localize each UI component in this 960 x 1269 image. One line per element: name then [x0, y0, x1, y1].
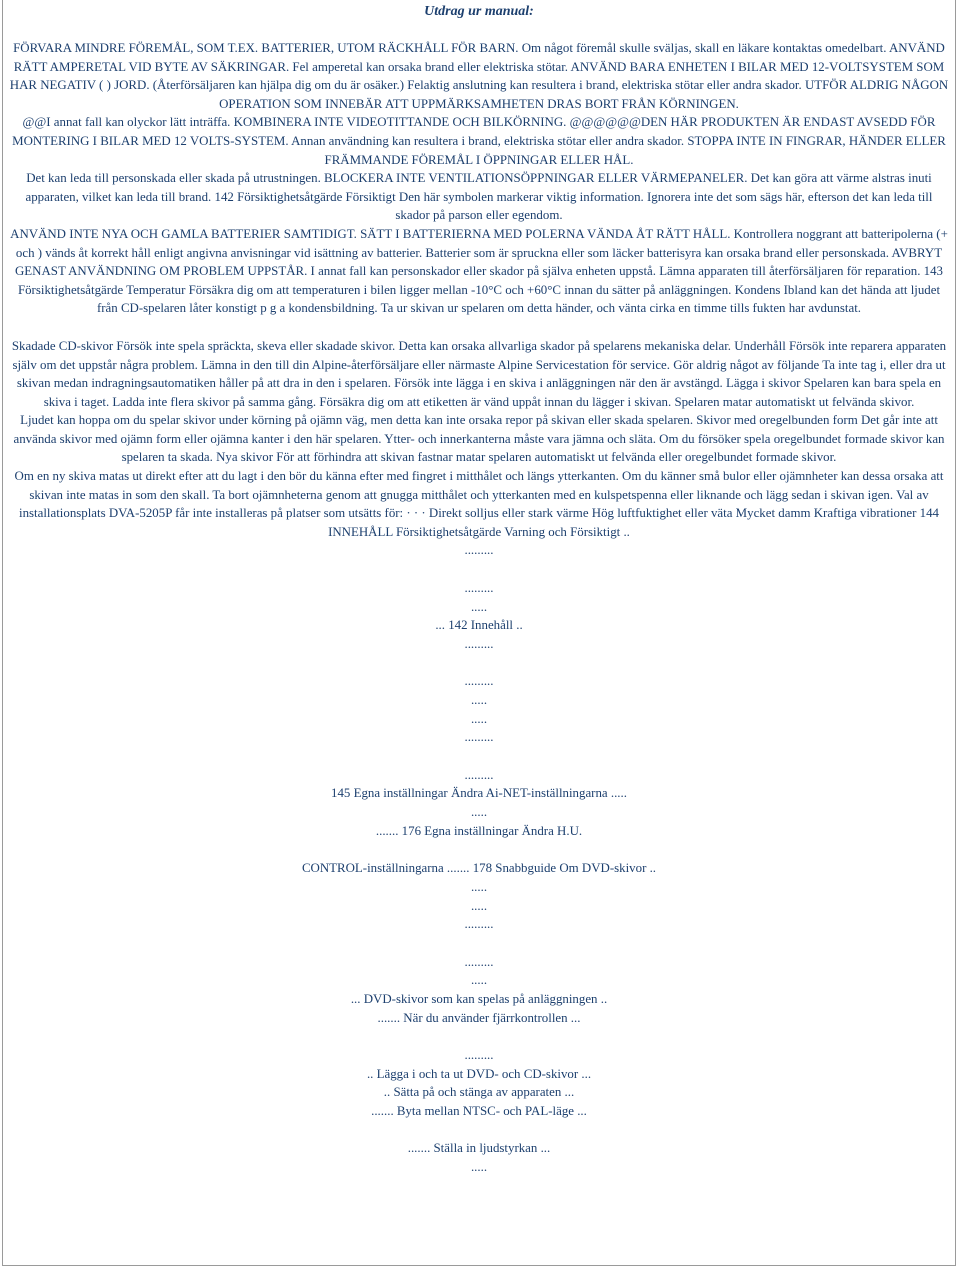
toc-line: ......... [464, 543, 494, 558]
toc-line: CONTROL-inställningarna ....... 178 Snabbguide Om DVD-skivor .. [301, 861, 657, 876]
toc-line: ......... [464, 954, 494, 969]
toc-line: ....... Byta mellan NTSC- och PAL-läge ... [371, 1104, 587, 1119]
toc-line: 145 Egna inställningar Ändra Ai-NET-inställningarna ..... [331, 786, 627, 801]
toc-line: ......... [464, 636, 494, 651]
toc-line: ......... [464, 767, 494, 782]
toc-spacer [7, 560, 951, 579]
toc-line: ......... [464, 1048, 494, 1062]
toc-line: .. Lägga i och ta ut DVD- och CD-skivor ... [366, 1066, 592, 1081]
toc-line: ......... [464, 580, 494, 595]
toc-spacer [7, 1121, 951, 1140]
toc-line: .. Sätta på och stänga av apparaten ... [383, 1085, 575, 1100]
toc-spacer [7, 1027, 951, 1046]
toc-line: ..... [470, 711, 488, 726]
toc-spacer [7, 654, 951, 673]
toc-line: ..... [470, 692, 488, 707]
toc-spacer [7, 934, 951, 953]
table-of-contents [7, 541, 951, 1176]
toc-line: ....... Ställa in ljudstyrkan ... [407, 1141, 551, 1156]
document-title: Utdrag ur manual: [424, 4, 534, 19]
toc-line: ......... [464, 730, 494, 745]
document-page [2, 0, 956, 1266]
toc-line: ... DVD-skivor som kan spelas på anläggningen .. [350, 991, 608, 1006]
toc-line: ... 142 Innehåll .. [435, 618, 523, 633]
toc-line: ..... [470, 805, 488, 820]
paragraph-new-discs-installation: Om en ny skiva matas ut direkt efter att du lagt i den bör du känna efter med fingret i mitthålet och längs ytterkanten. Om du känner små bulor eller ojämnheter kan dessa orsaka att skivan inte matas in som den skall. Ta bort ojämnheterna genom att gnugga mitthålet och ytterkanten med en kulspetspenna eller liknande och lägg sedan i skivan igen. Val av installationsplats DVA-5205P får inte installeras på platser som utsätts för: · · · Direkt solljus eller stark värme Hög luftfuktighet eller väta Mycket damm Kraftiga vibrationer 144 INNEHÅLL Försiktighetsåtgärde Varning och Försiktigt .. [14, 469, 944, 539]
toc-line: ....... När du använder fjärrkontrollen ... [377, 1010, 581, 1025]
toc-line: ......... [464, 917, 494, 932]
paragraph-ventilation: Det kan leda till personskada eller skada på utrustningen. BLOCKERA INTE VENTILATIONSÖPPNINGAR ELLER VÄRMEPANELER. Det kan göra att värme alstras inuti apparaten, vilket kan leda till brand. 142 Försiktighetsåtgärde Försiktigt Den här symbolen markerar viktig information. Ignorera inte det som sägs här, efterson det kan leda till skador på parson eller egendom. [25, 171, 933, 223]
paragraph-video-driving: @@I annat fall kan olyckor lätt inträffa. KOMBINERA INTE VIDEOTITTANDE OCH BILKÖRNING. @@@@@@DEN HÄR PRODUKTEN ÄR ENDAST AVSEDD FÖR MONTERING I BILAR MED 12 VOLTS-SYSTEM. Annan användning kan resultera i brand, elektriska stötar eller andra skador. STOPPA INTE IN FINGRAR, HÄNDER ELLER FRÄMMANDE FÖREMÅL I ÖPPNINGAR ELLER HÅL. [12, 115, 946, 167]
paragraph-spacer [7, 318, 951, 337]
paragraph-damaged-discs: Skadade CD-skivor Försök inte spela spräckta, skeva eller skadade skivor. Detta kan orsaka allvarliga skador på spelarens mekaniska delar. Underhåll Försök inte reparera apparaten själv om det uppstår några problem. Lämna in den till din Alpine-återförsäljare eller närmaste Alpine Servicestation för service. Gör aldrig något av följande Ta inte tag i, eller dra ut skivan medan indragningsautomatiken håller på att dra in den i spelaren. Försök inte lägga i en skiva i anläggningen när den är avstängd. Lägga i skivor Spelaren kan bara spela en skiva i taget. Ladda inte flera skivor på samma gång. Försäkra dig om att etiketten är vänd uppåt innan du lägger i skivan. Spelaren matar automatiskt ut felvända skivor. [11, 338, 947, 409]
toc-spacer [7, 747, 951, 766]
toc-line: ....... 176 Egna inställningar Ändra H.U. [375, 823, 583, 838]
paragraph-safety-warnings: FÖRVARA MINDRE FÖREMÅL, SOM T.EX. BATTERIER, UTOM RÄCKHÅLL FÖR BARN. Om något föremål skulle sväljas, skall en läkare kontaktas omedelbart. ANVÄND RÄTT AMPERETAL VID BYTE AV SÄKRINGAR. Fel amperetal kan orsaka brand eller elektriska stötar. ANVÄND BARA ENHETEN I BILAR MED 12-VOLTSYSTEM SOM HAR NEGATIV ( ) JORD. (Återförsäljaren kan hjälpa dig om du är osäker.) Felaktig anslutning kan resultera i brand, elektriska stötar eller andra skador. UTFÖR ALDRIG NÅGON OPERATION SOM INNEBÄR ATT UPPMÄRKSAMHETEN DRAS BORT FRÅN KÖRNINGEN. [9, 41, 949, 111]
toc-line: ..... [470, 1160, 488, 1175]
manual-body [3, 22, 955, 1177]
paragraph-irregular-discs: Ljudet kan hoppa om du spelar skivor under körning på ojämn väg, men detta kan inte orsaka repor på skivan eller skada spelaren. Skivor med oregelbunden form Det går inte att använda skivor med ojämn form eller ojämna kanter i den här spelaren. Ytter- och innerkanterna måste vara jämna och släta. Om du försöker spela oregelbundet formade skivor kan spelaren ta skada. Nya skivor För att förhindra att skivan fastnar matar spelaren automatiskt ut felvända eller oregelbundet formade skivor. [13, 413, 945, 465]
toc-line: ..... [470, 599, 488, 614]
toc-line: ..... [470, 898, 488, 913]
toc-line: ..... [470, 879, 488, 894]
toc-line: ......... [464, 674, 494, 689]
paragraph-batteries-temperature: ANVÄND INTE NYA OCH GAMLA BATTERIER SAMTIDIGT. SÄTT I BATTERIERNA MED POLERNA VÄNDA ÅT RÄTT HÅLL. Kontrollera noggrant att batteripolerna (+ och ) vänds åt korrekt håll enligt angivna anvisningar vid isättning av batterier. Batterier som är spruckna eller som läcker batterisyra kan orsaka brand eller personskada. AVBRYT GENAST ANVÄNDNING OM PROBLEM UPPSTÅR. I annat fall kan personskador eller skador på själva enheten uppstå. Lämna apparaten till återförsäljaren för reparation. 143 Försiktighetsåtgärde Temperatur Försäkra dig om att temperaturen i bilen ligger mellan -10°C och +60°C innan du sätter på anläggningen. Kondens Ibland kan det hända att ljudet från CD-spelaren låter konstigt p g a kondensbildning. Ta ur skivan ur spelaren om detta händer, och vänta cirka en timme tills fukten har avdunstat. [10, 226, 948, 316]
toc-line: ..... [470, 973, 488, 988]
toc-spacer [7, 840, 951, 859]
